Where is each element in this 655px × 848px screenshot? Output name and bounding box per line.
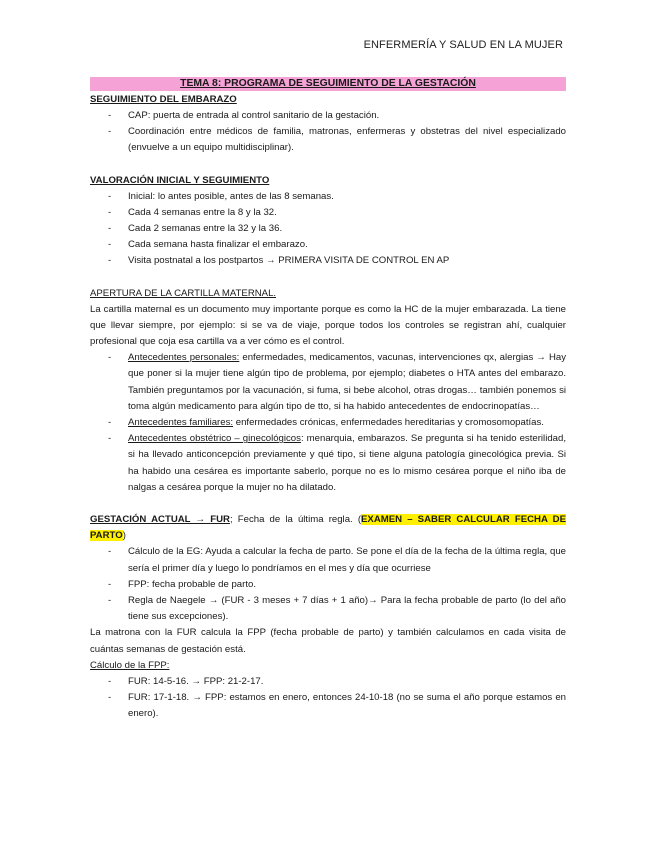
section-heading-cartilla: APERTURA DE LA CARTILLA MATERNAL.	[90, 287, 277, 299]
antecedentes-list	[90, 350, 566, 496]
list-item: - FUR: 14-5-16. → FPP: 21-2-17.	[90, 674, 566, 690]
item-text: enfermedades crónicas, enfermedades hereditarias y cromosomopatías.	[233, 417, 544, 429]
fur-definition: ; Fecha de la última regla. (	[229, 514, 362, 526]
closing-paren: )	[122, 530, 126, 542]
calc-fpp-heading: Cálculo de la FPP:	[90, 659, 170, 671]
list-item	[90, 431, 566, 496]
valoracion-list	[90, 189, 566, 270]
document-title: TEMA 8: PROGRAMA DE SEGUIMIENTO DE LA GESTACIÓN	[90, 77, 566, 91]
list-item: - Cada 4 semanas entre la 8 y la 32.	[90, 205, 566, 221]
list-item: - Inicial: lo antes posible, antes de las 8 semanas.	[90, 189, 566, 205]
seguimiento-list	[90, 108, 566, 157]
list-item	[90, 350, 566, 415]
list-item: - Cada 2 semanas entre la 32 y la 36.	[90, 221, 566, 237]
calc-fpp-list	[90, 674, 566, 723]
item-text: enfermedades, medicamentos, vacunas, intervenciones qx, alergias → Hay que poner si la mujer tiene algún tipo de problema, por ejemplo; diabetes o HTA antes del embarazo. También preguntamos por la vacunación, si fuma, si bebe alcohol, otras drogas… también ponemos si toma algún medicamento para algún tipo de tto, si ha habido antecedentes de endocrinopatías…	[128, 352, 566, 412]
list-item: - Coordinación entre médicos de familia, matronas, enfermeras y obstetras del nivel especializado (envuelve a un equipo multidisciplinar).	[90, 124, 566, 156]
list-item	[90, 415, 566, 431]
list-item: - Cálculo de la EG: Ayuda a calcular la fecha de parto. Se pone el día de la fecha de la última regla, que sería el primer día y luego lo pondríamos en el mes y día que ocurriese	[90, 544, 566, 576]
gestacion-heading-main: GESTACIÓN ACTUAL →	[90, 514, 211, 526]
list-item: - FPP: fecha probable de parto.	[90, 577, 566, 593]
fur-label: FUR	[210, 514, 230, 526]
running-header: ENFERMERÍA Y SALUD EN LA MUJER	[363, 39, 563, 51]
document-body	[90, 77, 566, 723]
list-item: - Cada semana hasta finalizar el embarazo.	[90, 237, 566, 253]
matrona-note: La matrona con la FUR calcula la FPP (fecha probable de parto) y también calculamos en cada visita de cuántas semanas de gestación está.	[90, 627, 566, 655]
item-text: : menarquia, embarazos. Se pregunta si ha tenido esterilidad, si ha llevado anticoncepción previamente y qué tipo, si tiene alguna patología ginecológica previa. Si ha habido una cesárea es importante saberlo, porque no es lo mismo cesárea porque el niño iba de nalgas a cesárea porque la mujer no ha dilatado.	[128, 433, 566, 493]
section-heading-seguimiento: SEGUIMIENTO DEL EMBARAZO	[90, 94, 237, 105]
section-heading-gestacion	[90, 512, 566, 544]
item-label: Antecedentes obstétrico – ginecológicos	[128, 433, 301, 445]
section-heading-valoracion: VALORACIÓN INICIAL Y SEGUIMIENTO	[90, 174, 270, 186]
item-label: Antecedentes familiares:	[128, 417, 234, 429]
cartilla-intro: La cartilla maternal es un documento muy importante porque es como la HC de la mujer embarazada. La tiene que llevar siempre, por ejemplo: si se va de viaje, porque todos los controles se registran ahí, cualquier profesional que coja esa cartilla va a ver cómo es el control.	[90, 303, 566, 348]
gestacion-list	[90, 544, 566, 625]
list-item: - Regla de Naegele → (FUR - 3 meses + 7 días + 1 año)→ Para la fecha probable de parto (lo del año tiene sus excepciones).	[90, 593, 566, 625]
list-item: - Visita postnatal a los postpartos → PRIMERA VISITA DE CONTROL EN AP	[90, 253, 566, 269]
list-item: - FUR: 17-1-18. → FPP: estamos en enero, entonces 24-10-18 (no se suma el año porque estamos en enero).	[90, 690, 566, 722]
item-label: Antecedentes personales:	[128, 352, 240, 364]
list-item: - CAP: puerta de entrada al control sanitario de la gestación.	[90, 108, 566, 124]
exam-highlight: EXAMEN – SABER CALCULAR FECHA DE PARTO	[90, 514, 566, 542]
